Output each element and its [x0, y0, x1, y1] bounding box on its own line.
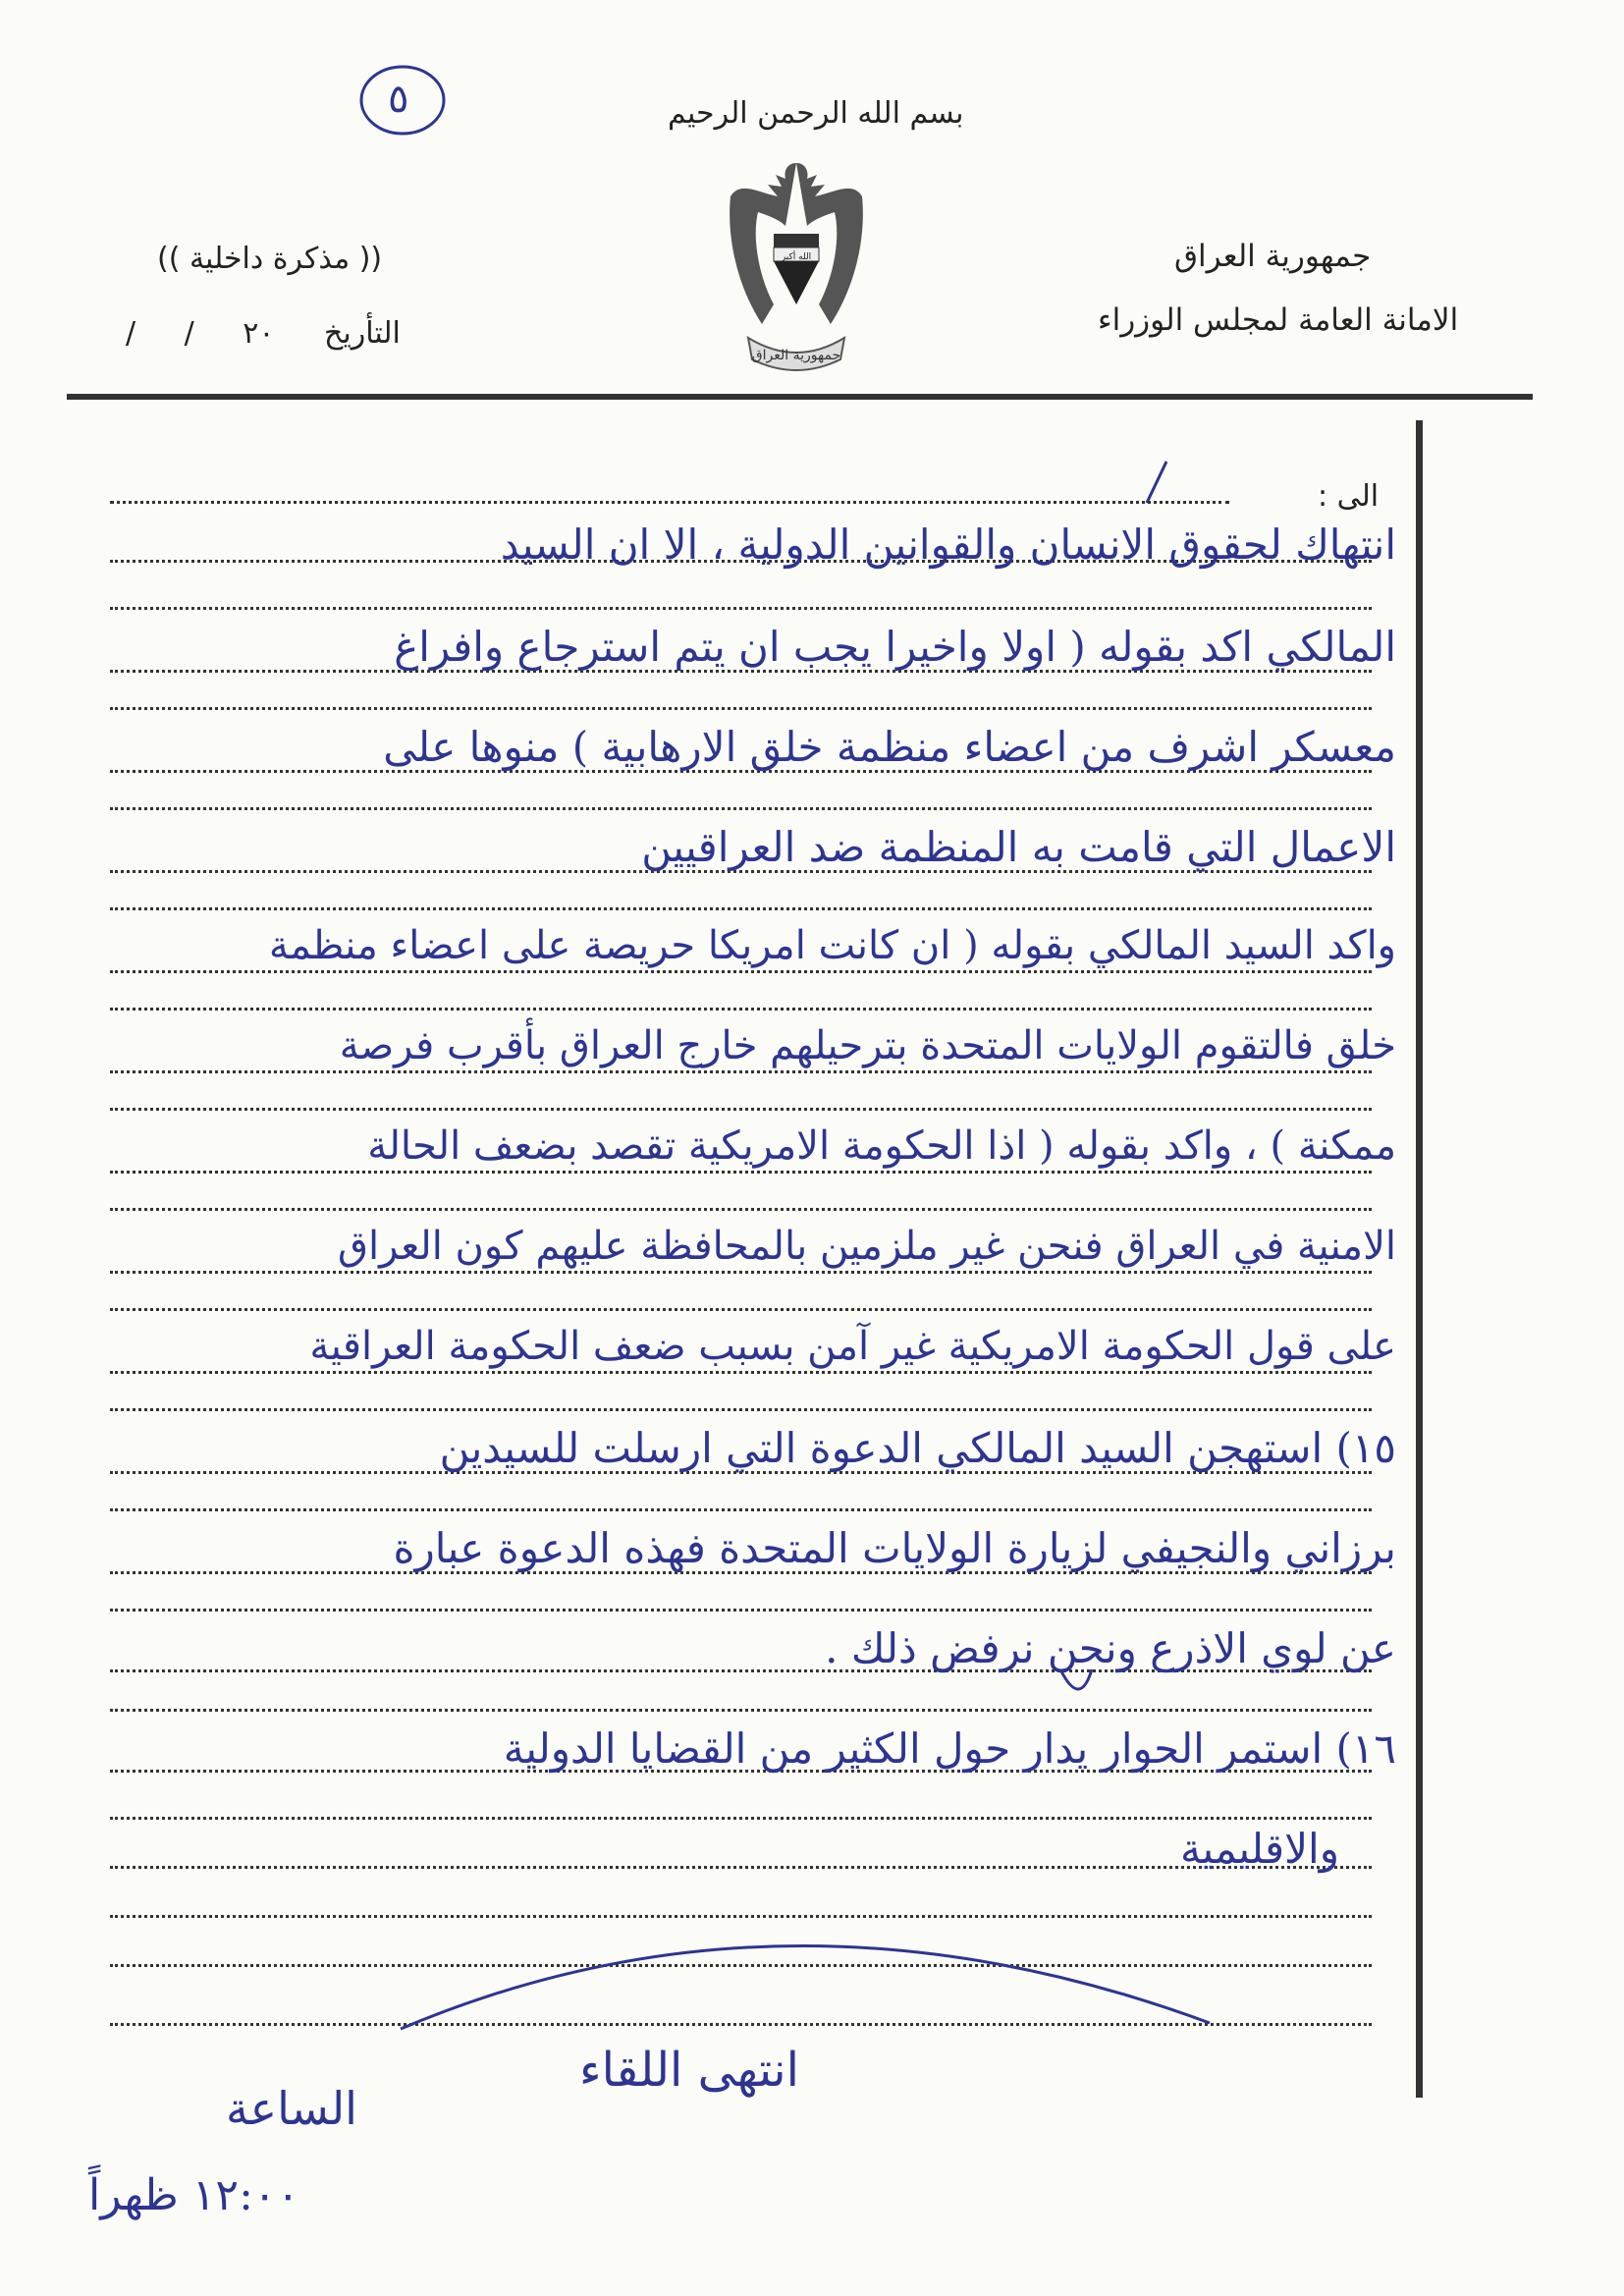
department-name: الامانة العامة لمجلس الوزراء: [1098, 302, 1459, 338]
body-line: ممكنة ) ، واكد بقوله ( اذا الحكومة الامريكية تقصد بضعف الحالة: [367, 1123, 1396, 1169]
page-number: ٥: [388, 77, 409, 122]
memo-type: (( مذكرة داخلية )): [157, 242, 383, 276]
body-line: ١٥) استهجن السيد المالكي الدعوة التي ارسلت للسيدين: [439, 1424, 1396, 1472]
time-value: ١٢:٠٠ ظهراً: [88, 2170, 300, 2220]
body-line: انتهاك لحقوق الانسان والقوانين الدولية ، الا ان السيد: [500, 520, 1396, 569]
body-line: عن لوي الاذرع ونحن نرفض ذلك .: [825, 1624, 1396, 1672]
body-line: المالكي اكد بقوله ( اولا واخيرا يجب ان يتم استرجاع وافراغ: [394, 623, 1396, 671]
body-line: ١٦) استمر الحوار يدار حول الكثير من القضايا الدولية: [503, 1724, 1396, 1773]
closing-note: انتهى اللقاء: [579, 2043, 799, 2098]
country-name: جمهورية العراق: [1174, 239, 1372, 274]
body-line: على قول الحكومة الامريكية غير آمن بسبب ضعف الحكومة العراقية: [309, 1324, 1396, 1369]
basmala: بسم الله الرحمن الرحيم: [668, 96, 964, 131]
body-line: خلق فالتقوم الولايات المتحدة بترحيلهم خارج العراق بأقرب فرصة: [339, 1023, 1396, 1068]
emblem-shield-text: الله أكبر: [781, 252, 812, 262]
date-value: / / ٢٠: [126, 316, 275, 351]
date-label: التأريخ: [324, 316, 401, 351]
body-line: الاعمال التي قامت به المنظمة ضد العراقيين: [641, 823, 1396, 871]
to-label: الى :: [1318, 479, 1380, 514]
body-line: الامنية في العراق فنحن غير ملزمين بالمحافظة عليهم كون العراق: [337, 1224, 1396, 1269]
time-label: الساعة: [226, 2082, 357, 2135]
body-line: واكد السيد المالكي بقوله ( ان كانت امريكا حريصة على اعضاء منظمة: [268, 923, 1396, 968]
body-line: معسكر اشرف من اعضاء منظمة خلق الارهابية ) منوها على: [383, 723, 1396, 771]
emblem-text: جمهورية العراق: [751, 348, 841, 363]
body-line: والاقليمية: [1179, 1825, 1339, 1873]
body-line: برزاني والنجيفي لزيارة الولايات المتحدة فهذه الدعوة عبارة: [393, 1524, 1396, 1572]
